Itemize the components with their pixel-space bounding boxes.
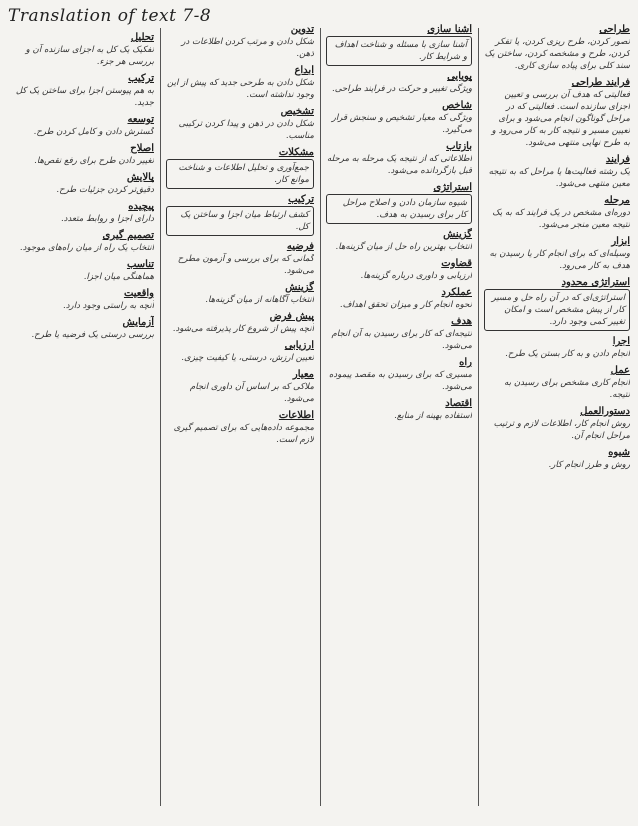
entry-term: استراتژی محدود	[561, 277, 630, 288]
entry-definition: گسترش دادن و کامل کردن طرح.	[33, 127, 154, 137]
entry-term: تناسب	[126, 259, 154, 270]
entry-definition: تفکیک یک کل به اجزای سازنده آن و بررسی هر جزء.	[25, 45, 154, 67]
entry-term: بازتاب	[446, 141, 472, 152]
glossary-entry	[484, 195, 630, 231]
entry-term: استراتژی	[433, 182, 472, 193]
column-4	[8, 32, 154, 808]
entry-term: تصمیم گیری	[102, 230, 154, 241]
entry-term: توسعه	[127, 114, 154, 125]
entry-term: تحلیل	[130, 32, 154, 43]
entry-term: راه	[459, 357, 472, 368]
entry-term: تشخیص	[280, 106, 314, 117]
glossary-entry	[484, 406, 630, 442]
entry-term: پیچیده	[128, 201, 154, 212]
glossary-entry	[166, 241, 314, 277]
glossary-entry	[8, 259, 154, 283]
entry-term: واقعیت	[123, 288, 154, 299]
column-1	[484, 24, 630, 808]
entry-definition: ملاکی که بر اساس آن داوری انجام می‌شود.	[189, 382, 314, 404]
glossary-entry	[326, 182, 472, 224]
entry-term: ترکیب	[288, 194, 314, 205]
entry-term: پالایش	[126, 172, 154, 183]
entry-term: عملکرد	[441, 287, 472, 298]
entry-definition: دارای اجزا و روابط متعدد.	[60, 214, 154, 224]
column-divider	[478, 28, 479, 806]
entry-definition: شکل دادن و مرتب کردن اطلاعات در ذهن.	[181, 37, 314, 59]
entry-term: مشکلات	[278, 147, 314, 158]
entry-term: فرایند طراحی	[571, 77, 630, 88]
glossary-entry	[166, 282, 314, 306]
entry-term: آشنا سازی	[427, 24, 472, 35]
entry-definition: مسیری که برای رسیدن به مقصد پیموده می‌شود.	[328, 370, 472, 392]
entry-term: فرایند	[605, 154, 630, 165]
page-title: Translation of text 7-8	[8, 6, 212, 26]
glossary-entry	[484, 236, 630, 272]
glossary-entry	[326, 258, 472, 282]
glossary-entry	[326, 71, 472, 95]
entry-term: فرضیه	[286, 241, 314, 252]
entry-definition: روش و طرز انجام کار.	[548, 460, 630, 470]
glossary-entry	[484, 277, 630, 331]
entry-definition: اطلاعاتی که از نتیجه یک مرحله به مرحله قبل بازگردانده می‌شود.	[326, 154, 472, 176]
entry-term: تدوین	[290, 24, 314, 35]
entry-definition: ویژگی که معیار تشخیص و سنجش قرار می‌گیرد.	[331, 113, 472, 135]
entry-definition: استفاده بهینه از منابع.	[394, 411, 472, 421]
entry-term: پویایی	[447, 71, 472, 82]
entry-definition: آشنا سازی با مسئله و شناخت اهداف و شرایط کار.	[326, 36, 472, 66]
entry-term: آزمایش	[122, 317, 154, 328]
entry-definition: انتخاب آگاهانه از میان گزینه‌ها.	[205, 295, 314, 305]
entry-definition: انتخاب یک راه از میان راه‌های موجود.	[19, 243, 154, 253]
glossary-entry	[8, 73, 154, 109]
entry-definition: تصور کردن، طرح ریزی کردن، یا تفکر کردن، طرح و مشخصه کردن، ساختن یک سند کلی برای پیاده سازی کاری.	[484, 37, 630, 71]
glossary-entry	[484, 24, 630, 72]
glossary-entry	[326, 398, 472, 422]
glossary-entry	[326, 100, 472, 136]
glossary-entry	[484, 336, 630, 360]
entry-term: ابداع	[294, 65, 314, 76]
column-divider	[160, 28, 161, 806]
glossary-entry	[8, 317, 154, 341]
glossary-entry	[166, 194, 314, 236]
entry-term: ارزیابی	[284, 340, 314, 351]
entry-term: شیوه	[608, 447, 630, 458]
glossary-entry	[326, 141, 472, 177]
entry-definition: یک رشته فعالیت‌ها یا مراحل که به نتیجه معین منتهی می‌شود.	[488, 167, 630, 189]
entry-term: ابزار	[611, 236, 630, 247]
entry-term: هدف	[451, 316, 472, 327]
glossary-entry	[484, 447, 630, 471]
glossary-entry	[166, 311, 314, 335]
entry-term: گزینش	[443, 229, 472, 240]
entry-definition: تعیین ارزش، درستی، یا کیفیت چیزی.	[181, 353, 314, 363]
entry-definition: دوره‌ای مشخص در یک فرایند که به یک نتیجه معین منجر می‌شود.	[492, 208, 630, 230]
entry-definition: استراتژی‌ای که در آن راه حل و مسیر کار از پیش مشخص است و امکان تغییر کمی وجود دارد.	[484, 289, 630, 331]
glossary-entry	[484, 77, 630, 149]
entry-definition: انجام کاری مشخص برای رسیدن به نتیجه.	[504, 378, 630, 400]
entry-term: قضاوت	[441, 258, 472, 269]
glossary-entry	[8, 230, 154, 254]
entry-term: اصلاح	[130, 143, 154, 154]
entry-definition: کشف ارتباط میان اجزا و ساختن یک کل.	[166, 206, 314, 236]
entry-definition: فعالیتی که هدف آن بررسی و تعیین اجزای سازنده است. فعالیتی که در مراحل گوناگون انجام می‌شود و برای تعیین مسیر و نتیجه کار به کار می‌رود و به طرح نهایی منتهی می‌شود.	[491, 90, 630, 148]
glossary-entry	[166, 65, 314, 101]
glossary-entry	[166, 147, 314, 189]
glossary-entry	[326, 287, 472, 311]
column-2	[326, 24, 472, 808]
glossary-entry	[8, 114, 154, 138]
entry-definition: تغییر دادن طرح برای رفع نقص‌ها.	[34, 156, 154, 166]
glossary-entry	[166, 410, 314, 446]
entry-term: پیش فرض	[269, 311, 314, 322]
entry-term: اقتصاد	[445, 398, 472, 409]
glossary-entry	[8, 143, 154, 167]
glossary-entry	[166, 340, 314, 364]
entry-definition: نحوه انجام کار و میزان تحقق اهداف.	[339, 300, 472, 310]
glossary-entry	[166, 369, 314, 405]
entry-term: شاخص	[442, 100, 472, 111]
entry-term: عمل	[610, 365, 630, 376]
entry-term: مرحله	[604, 195, 630, 206]
column-divider	[320, 28, 321, 806]
column-3	[166, 24, 314, 808]
entry-definition: به هم پیوستن اجزا برای ساختن یک کل جدید.	[15, 86, 154, 108]
glossary-entry	[166, 24, 314, 60]
entry-term: معیار	[292, 369, 314, 380]
entry-definition: ویژگی تغییر و حرکت در فرایند طراحی.	[331, 84, 472, 94]
entry-term: دستورالعمل	[580, 406, 630, 417]
glossary-entry	[484, 154, 630, 190]
entry-definition: وسیله‌ای که برای انجام کار یا رسیدن به هدف به کار می‌رود.	[489, 249, 630, 271]
glossary-entry	[8, 32, 154, 68]
entry-definition: شیوه سازمان دادن و اصلاح مراحل کار برای رسیدن به هدف.	[326, 194, 472, 224]
entry-term: اجرا	[612, 336, 630, 347]
entry-definition: ارزیابی و داوری درباره گزینه‌ها.	[360, 271, 472, 281]
glossary-entry	[326, 357, 472, 393]
entry-definition: جمع‌آوری و تحلیل اطلاعات و شناخت موانع کار.	[166, 159, 314, 189]
entry-definition: هماهنگی میان اجزا.	[83, 272, 154, 282]
entry-definition: آنچه پیش از شروع کار پذیرفته می‌شود.	[172, 324, 314, 334]
entry-definition: نتیجه‌ای که کار برای رسیدن به آن انجام می‌شود.	[331, 329, 472, 351]
glossary-entry	[8, 172, 154, 196]
glossary-entry	[326, 24, 472, 66]
entry-definition: بررسی درستی یک فرضیه یا طرح.	[31, 330, 154, 340]
glossary-entry	[326, 229, 472, 253]
entry-definition: انجام دادن و به کار بستن یک طرح.	[505, 349, 630, 359]
entry-definition: آنچه به راستی وجود دارد.	[62, 301, 154, 311]
entry-definition: شکل دادن در ذهن و پیدا کردن ترکیبی مناسب.	[178, 119, 314, 141]
glossary-entry	[166, 106, 314, 142]
glossary-entry	[484, 365, 630, 401]
entry-definition: انتخاب بهترین راه حل از میان گزینه‌ها.	[335, 242, 472, 252]
entry-term: طراحی	[599, 24, 630, 35]
entry-term: اطلاعات	[278, 410, 314, 421]
entry-definition: روش انجام کار، اطلاعات لازم و ترتیب مراحل انجام آن.	[493, 419, 630, 441]
entry-definition: گمانی که برای بررسی و آزمون مطرح می‌شود.	[177, 254, 314, 276]
glossary-entry	[8, 201, 154, 225]
glossary-entry	[326, 316, 472, 352]
entry-term: گزینش	[285, 282, 314, 293]
entry-definition: مجموعه داده‌هایی که برای تصمیم گیری لازم است.	[173, 423, 314, 445]
entry-definition: شکل دادن به طرحی جدید که پیش از این وجود نداشته است.	[167, 78, 314, 100]
entry-term: ترکیب	[128, 73, 154, 84]
glossary-entry	[8, 288, 154, 312]
entry-definition: دقیق‌تر کردن جزئیات طرح.	[56, 185, 154, 195]
